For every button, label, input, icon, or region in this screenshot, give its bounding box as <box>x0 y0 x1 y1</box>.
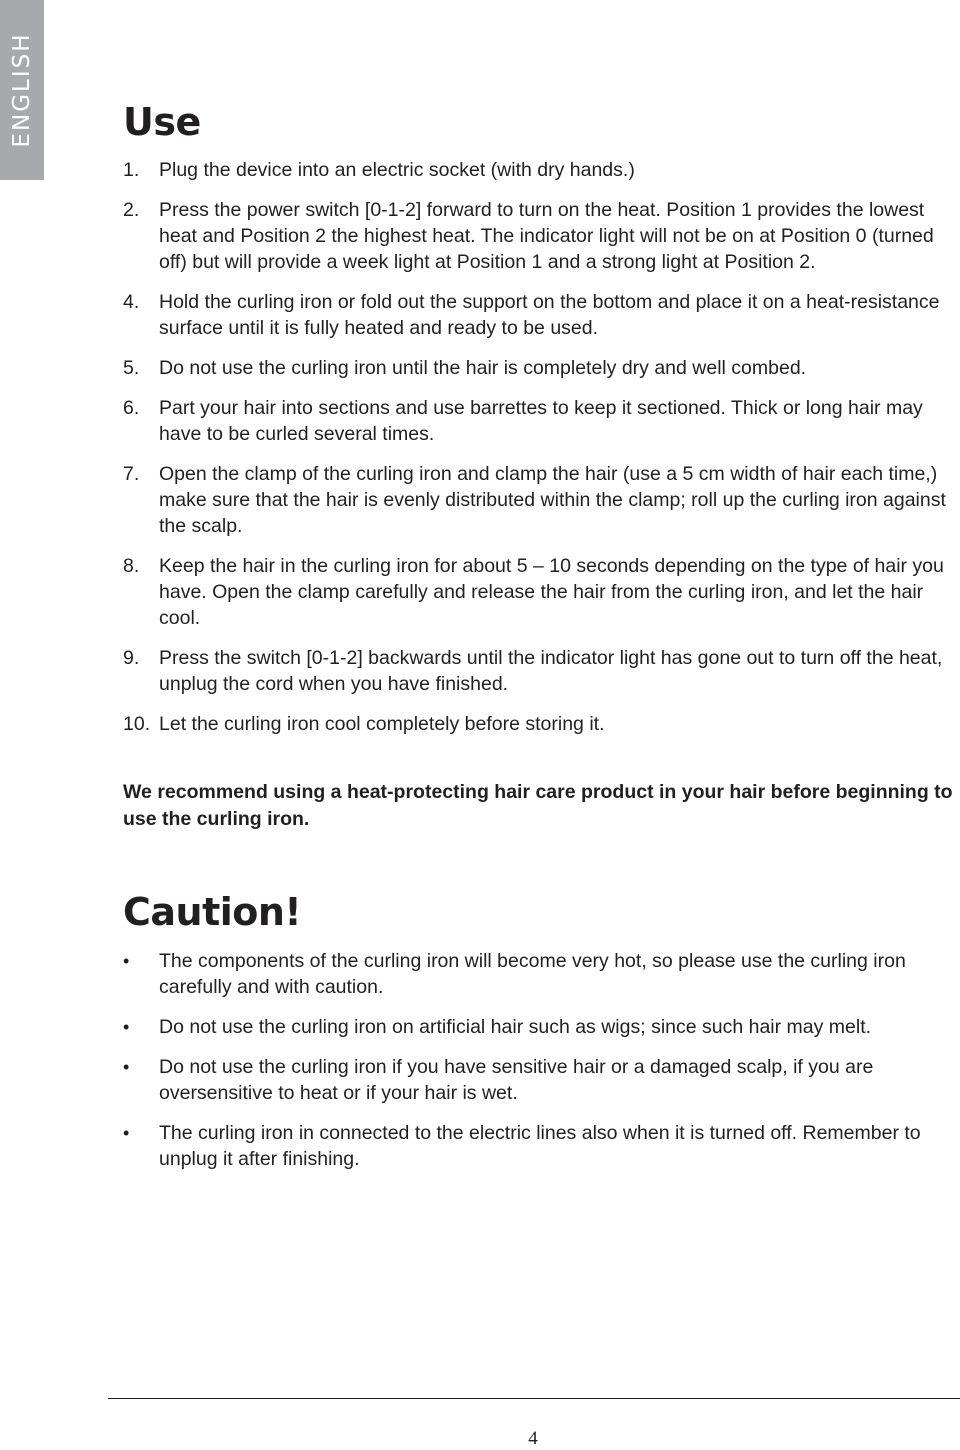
step-number: 1. <box>123 159 140 181</box>
list-item <box>123 157 958 183</box>
footer-divider <box>108 1398 960 1399</box>
use-heading: Use <box>123 100 201 144</box>
list-item <box>123 197 958 275</box>
step-number: 6. <box>123 397 140 419</box>
list-item <box>123 289 958 341</box>
use-steps-list <box>123 157 958 751</box>
list-item <box>123 948 958 1000</box>
recommendation-note: We recommend using a heat-protecting hair care product in your hair before beginning to use the curling iron. <box>123 781 953 830</box>
step-number: 4. <box>123 291 140 313</box>
step-text: Press the switch [0-1-2] backwards until the indicator light has gone out to turn off the heat, unplug the cord when you have finished. <box>159 647 943 695</box>
list-item <box>123 553 958 631</box>
step-number: 5. <box>123 357 140 379</box>
step-text: Do not use the curling iron until the hair is completely dry and well combed. <box>159 357 807 379</box>
step-number: 2. <box>123 199 140 221</box>
step-number: 8. <box>123 555 140 577</box>
bullet-icon: • <box>123 1017 130 1037</box>
step-number: 7. <box>123 463 140 485</box>
list-item <box>123 461 958 539</box>
step-text: Press the power switch [0-1-2] forward to turn on the heat. Position 1 provides the lowest heat and Position 2 the highest heat. The indicator light will not be on at Position 0 (turned off) but will provide a week light at Position 1 and a strong light at Position 2. <box>159 199 934 273</box>
caution-text: The curling iron in connected to the electric lines also when it is turned off. Remember to unplug it after finishing. <box>159 1122 921 1170</box>
list-item <box>123 395 958 447</box>
step-text: Hold the curling iron or fold out the support on the bottom and place it on a heat-resistance surface until it is fully heated and ready to be used. <box>159 291 940 339</box>
language-tab-label: ENGLISH <box>9 32 35 148</box>
caution-text: The components of the curling iron will become very hot, so please use the curling iron carefully and with caution. <box>159 950 906 998</box>
step-number: 9. <box>123 647 140 669</box>
page-number: 4 <box>528 1428 538 1449</box>
step-text: Open the clamp of the curling iron and clamp the hair (use a 5 cm width of hair each time,) make sure that the hair is evenly distributed within the clamp; roll up the curling iron against the scalp. <box>159 463 946 537</box>
list-item <box>123 1054 958 1106</box>
step-text: Keep the hair in the curling iron for about 5 – 10 seconds depending on the type of hair you have. Open the clamp carefully and release the hair from the curling iron, and let the hair cool. <box>159 555 944 629</box>
caution-text: Do not use the curling iron on artificial hair such as wigs; since such hair may melt. <box>159 1016 872 1038</box>
step-text: Let the curling iron cool completely before storing it. <box>159 713 605 735</box>
bullet-icon: • <box>123 1123 130 1143</box>
language-tab <box>0 0 44 180</box>
bullet-icon: • <box>123 951 130 971</box>
step-number: 10. <box>123 713 151 735</box>
step-text: Part your hair into sections and use barrettes to keep it sectioned. Thick or long hair may have to be curled several times. <box>159 397 923 445</box>
list-item <box>123 1014 958 1040</box>
bullet-icon: • <box>123 1057 130 1077</box>
caution-heading: Caution! <box>123 890 302 934</box>
caution-list <box>123 948 958 1186</box>
list-item <box>123 645 958 697</box>
caution-text: Do not use the curling iron if you have sensitive hair or a damaged scalp, if you are oversensitive to heat or if your hair is wet. <box>159 1056 874 1104</box>
step-text: Plug the device into an electric socket (with dry hands.) <box>159 159 635 181</box>
list-item <box>123 355 958 381</box>
list-item <box>123 1120 958 1172</box>
list-item <box>123 711 958 737</box>
